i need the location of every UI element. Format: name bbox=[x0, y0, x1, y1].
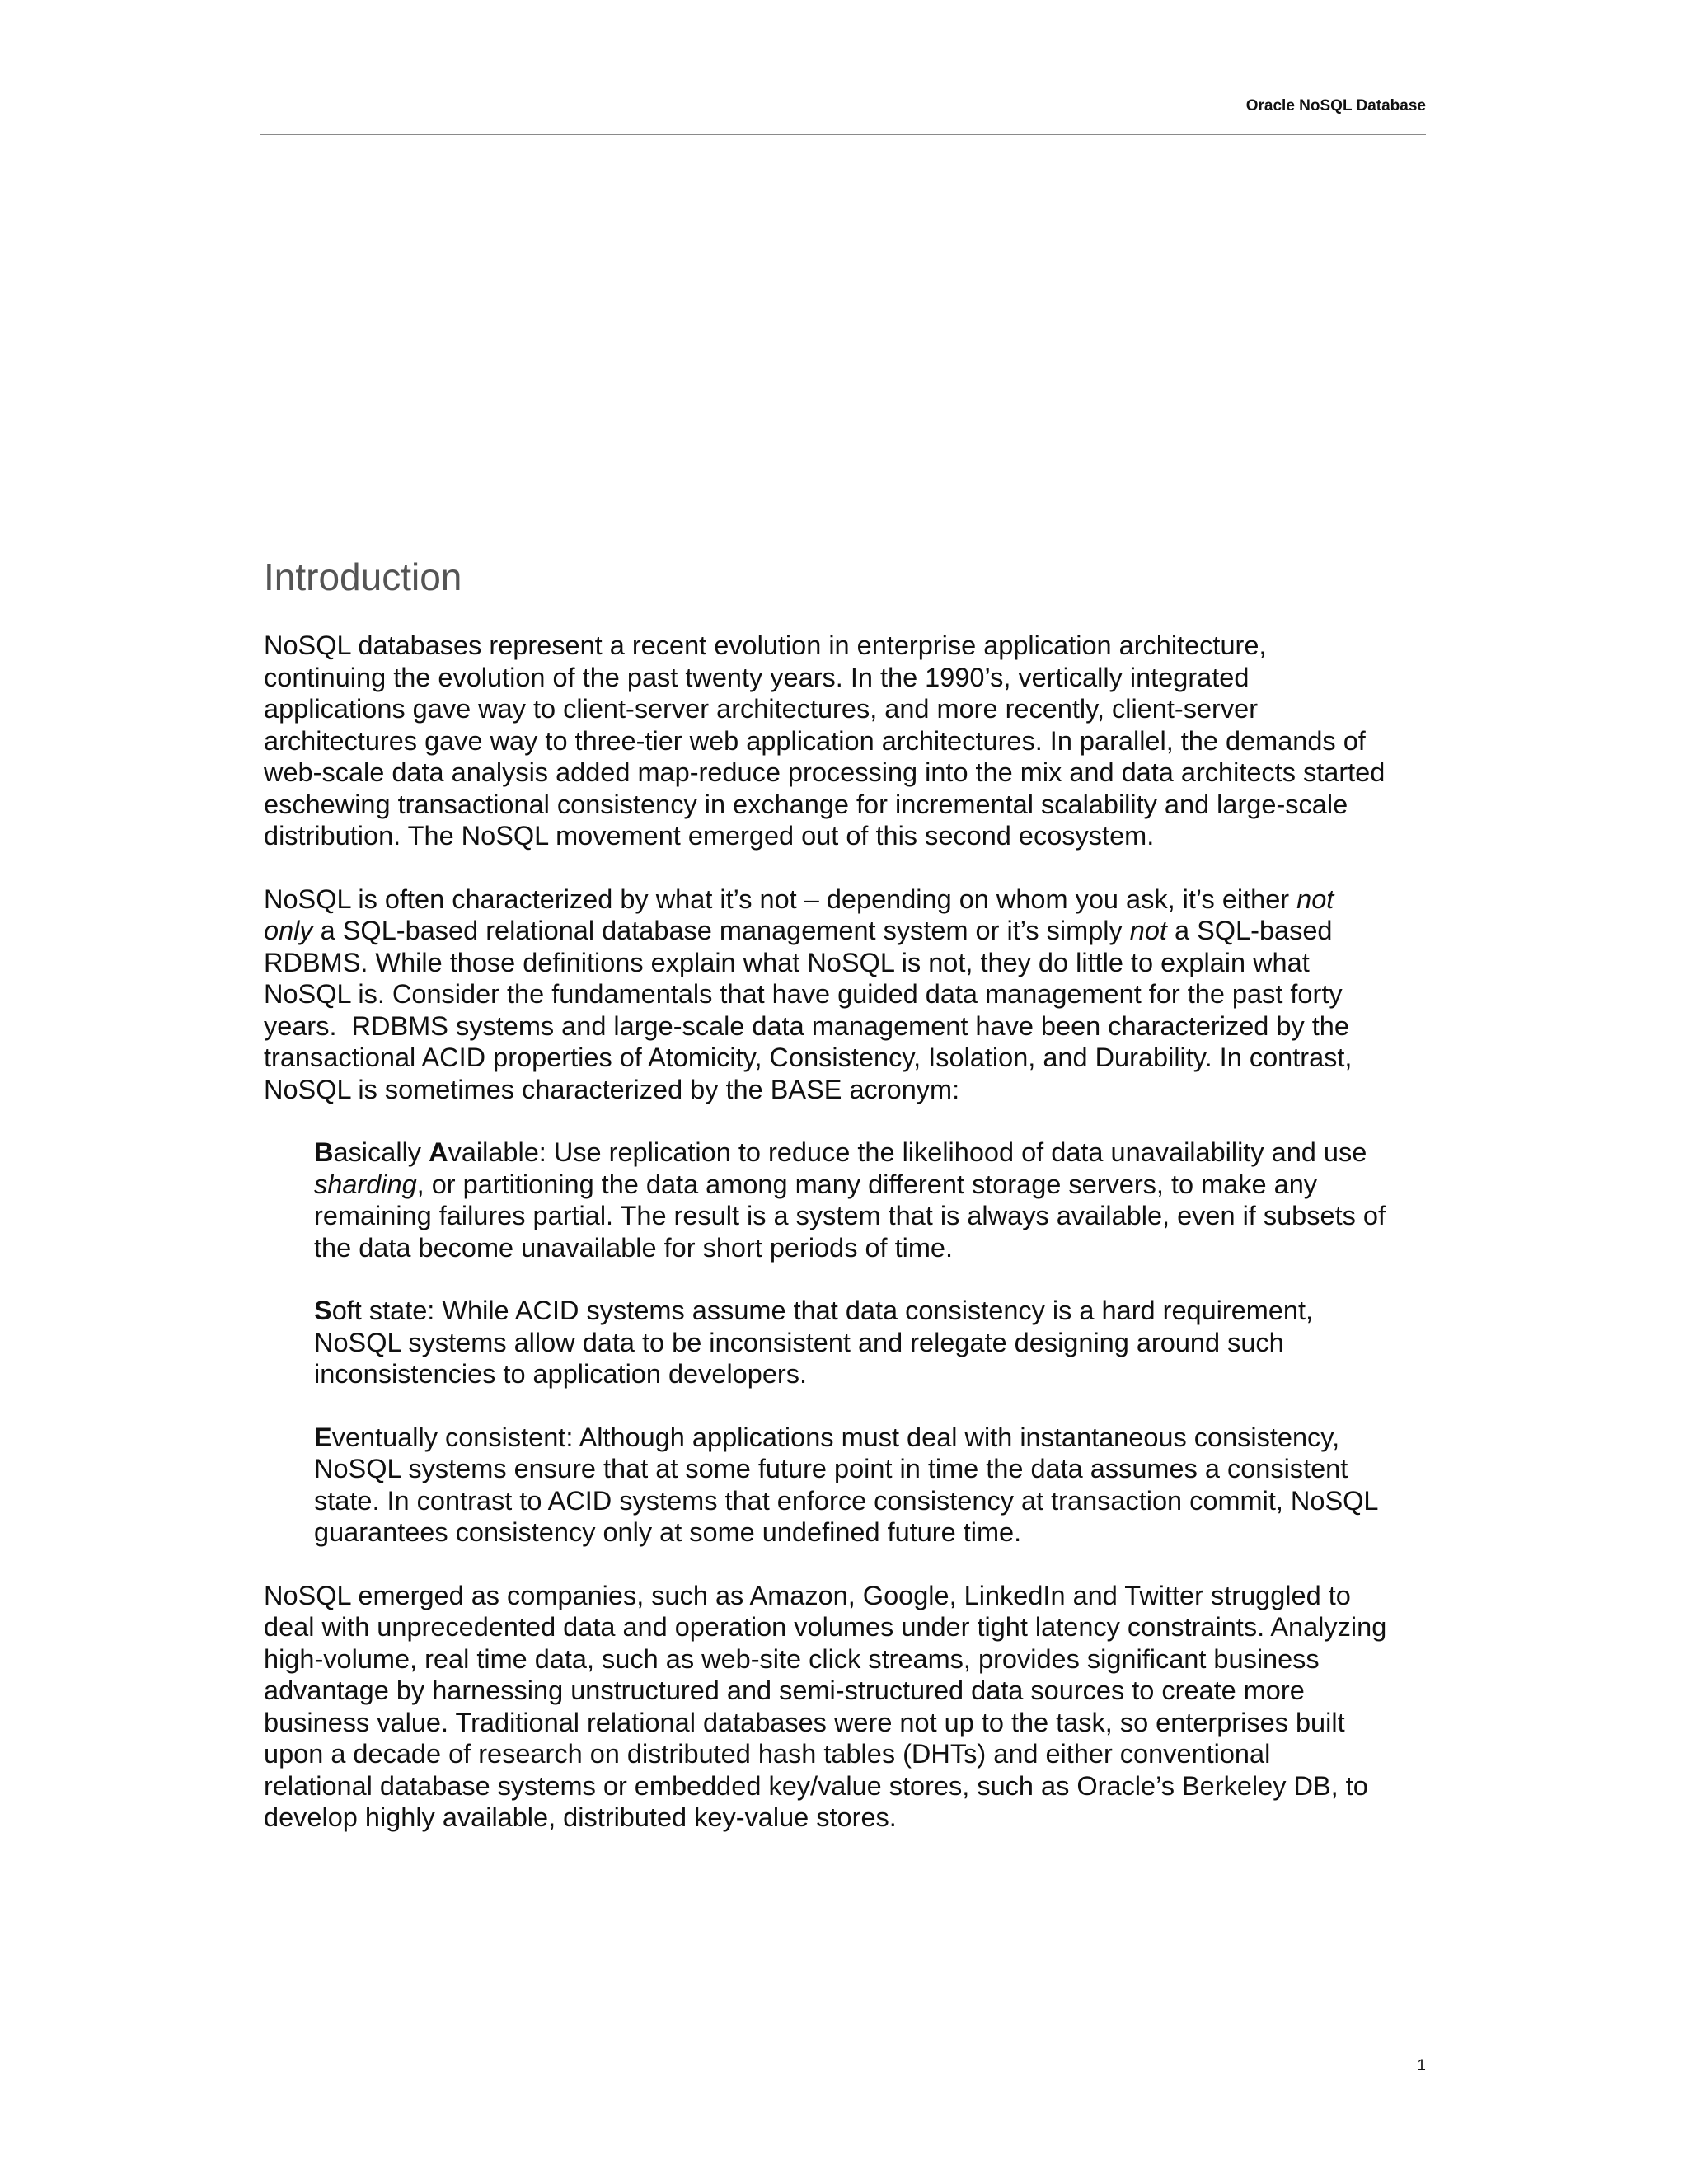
acronym-letter: A bbox=[429, 1137, 448, 1167]
text-line bbox=[314, 1295, 1434, 1327]
text-line bbox=[314, 1169, 1434, 1201]
section-title: Introduction bbox=[264, 555, 462, 598]
base-item-soft-state bbox=[264, 1295, 1434, 1390]
text-line: web-scale data analysis added map-reduce processing into the mix and data architects started bbox=[264, 757, 1386, 787]
text-line: NoSQL emerged as companies, such as Amazon, Google, LinkedIn and Twitter struggled to bbox=[264, 1580, 1351, 1610]
text-line bbox=[314, 1422, 1434, 1454]
text-line: applications gave way to client-server architectures, and more recently, client-server bbox=[264, 694, 1259, 724]
acronym-letter: E bbox=[314, 1422, 332, 1452]
page-content bbox=[264, 552, 1434, 1865]
emphasis-text: sharding bbox=[314, 1169, 417, 1199]
text-line: the data become unavailable for short periods of time. bbox=[314, 1232, 954, 1263]
text-line: deal with unprecedented data and operation volumes under tight latency constraints. Analyzing bbox=[264, 1612, 1387, 1642]
text-run: a SQL-based bbox=[1166, 916, 1333, 945]
text-line: remaining failures partial. The result is a system that is always available, even if subsets of bbox=[314, 1201, 1386, 1230]
emphasis-text: not bbox=[1129, 916, 1167, 945]
text-run: oft state: While ACID systems assume that data consistency is a hard requirement, bbox=[331, 1296, 1314, 1325]
text-run: NoSQL is often characterized by what it’s not – depending on whom you ask, it’s either bbox=[264, 883, 1297, 914]
text-line: guarantees consistency only at some undefined future time. bbox=[314, 1517, 1022, 1547]
text-line: advantage by harnessing unstructured and semi-structured data sources to create more bbox=[264, 1675, 1305, 1705]
acronym-letter: S bbox=[314, 1296, 332, 1325]
text-line: eschewing transactional consistency in exchange for incremental scalability and large-scale bbox=[264, 789, 1348, 819]
text-line: relational database systems or embedded key/value stores, such as Oracle’s Berkeley DB, to bbox=[264, 1770, 1368, 1801]
paragraph-nosql-emergence bbox=[264, 1580, 1434, 1834]
text-line: NoSQL databases represent a recent evolution in enterprise application architecture, bbox=[264, 630, 1267, 660]
text-run: vailable: Use replication to reduce the likelihood of data unavailability and use bbox=[448, 1137, 1367, 1167]
text-line: NoSQL systems ensure that at some future point in time the data assumes a consistent bbox=[314, 1454, 1348, 1483]
text-run: asically bbox=[333, 1137, 429, 1167]
paragraph-intro bbox=[264, 630, 1434, 852]
text-line: business value. Traditional relational databases were not up to the task, so enterprises built bbox=[264, 1707, 1345, 1737]
base-item-eventually-consistent bbox=[264, 1422, 1434, 1549]
text-line: continuing the evolution of the past twenty years. In the 1990’s, vertically integrated bbox=[264, 662, 1250, 692]
text-line: architectures gave way to three-tier web application architectures. In parallel, the demands of bbox=[264, 725, 1366, 756]
text-run: a SQL-based relational database management system or it’s simply bbox=[312, 916, 1130, 945]
text-line: upon a decade of research on distributed hash tables (DHTs) and either conventional bbox=[264, 1739, 1271, 1769]
text-line bbox=[264, 883, 1434, 916]
base-item-basically-available bbox=[264, 1137, 1434, 1263]
text-line: develop highly available, distributed key-value stores. bbox=[264, 1802, 897, 1832]
text-line bbox=[264, 915, 1434, 947]
text-line: NoSQL is sometimes characterized by the BASE acronym: bbox=[264, 1074, 960, 1104]
text-line: years. RDBMS systems and large-scale data management have been characterized by the bbox=[264, 1010, 1349, 1041]
text-line: RDBMS. While those definitions explain what NoSQL is not, they do little to explain what bbox=[264, 947, 1310, 977]
text-line: high-volume, real time data, such as web-site click streams, provides significant business bbox=[264, 1643, 1320, 1674]
text-line bbox=[314, 1137, 1434, 1169]
emphasis-text: only bbox=[264, 916, 313, 945]
acronym-letter: B bbox=[314, 1137, 334, 1167]
text-line: NoSQL is. Consider the fundamentals that have guided data management for the past forty bbox=[264, 979, 1343, 1009]
page-number: 1 bbox=[1417, 2057, 1426, 2074]
text-line: transactional ACID properties of Atomicity, Consistency, Isolation, and Durability. In contrast, bbox=[264, 1043, 1353, 1072]
text-line: state. In contrast to ACID systems that enforce consistency at transaction commit, NoSQL bbox=[314, 1485, 1379, 1516]
text-run: , or partitioning the data among many different storage servers, to make any bbox=[416, 1169, 1318, 1199]
text-line: inconsistencies to application developers. bbox=[314, 1359, 807, 1389]
text-line: distribution. The NoSQL movement emerged out of this second ecosystem. bbox=[264, 821, 1155, 851]
paragraph-nosql-definition bbox=[264, 883, 1434, 1106]
text-run: ventually consistent: Although applications must deal with instantaneous consistency, bbox=[331, 1422, 1340, 1452]
text-line: NoSQL systems allow data to be inconsistent and relegate designing around such bbox=[314, 1327, 1284, 1357]
running-header: Oracle NoSQL Database bbox=[1245, 97, 1426, 115]
emphasis-text: not bbox=[1296, 883, 1334, 914]
header-rule bbox=[260, 134, 1426, 135]
